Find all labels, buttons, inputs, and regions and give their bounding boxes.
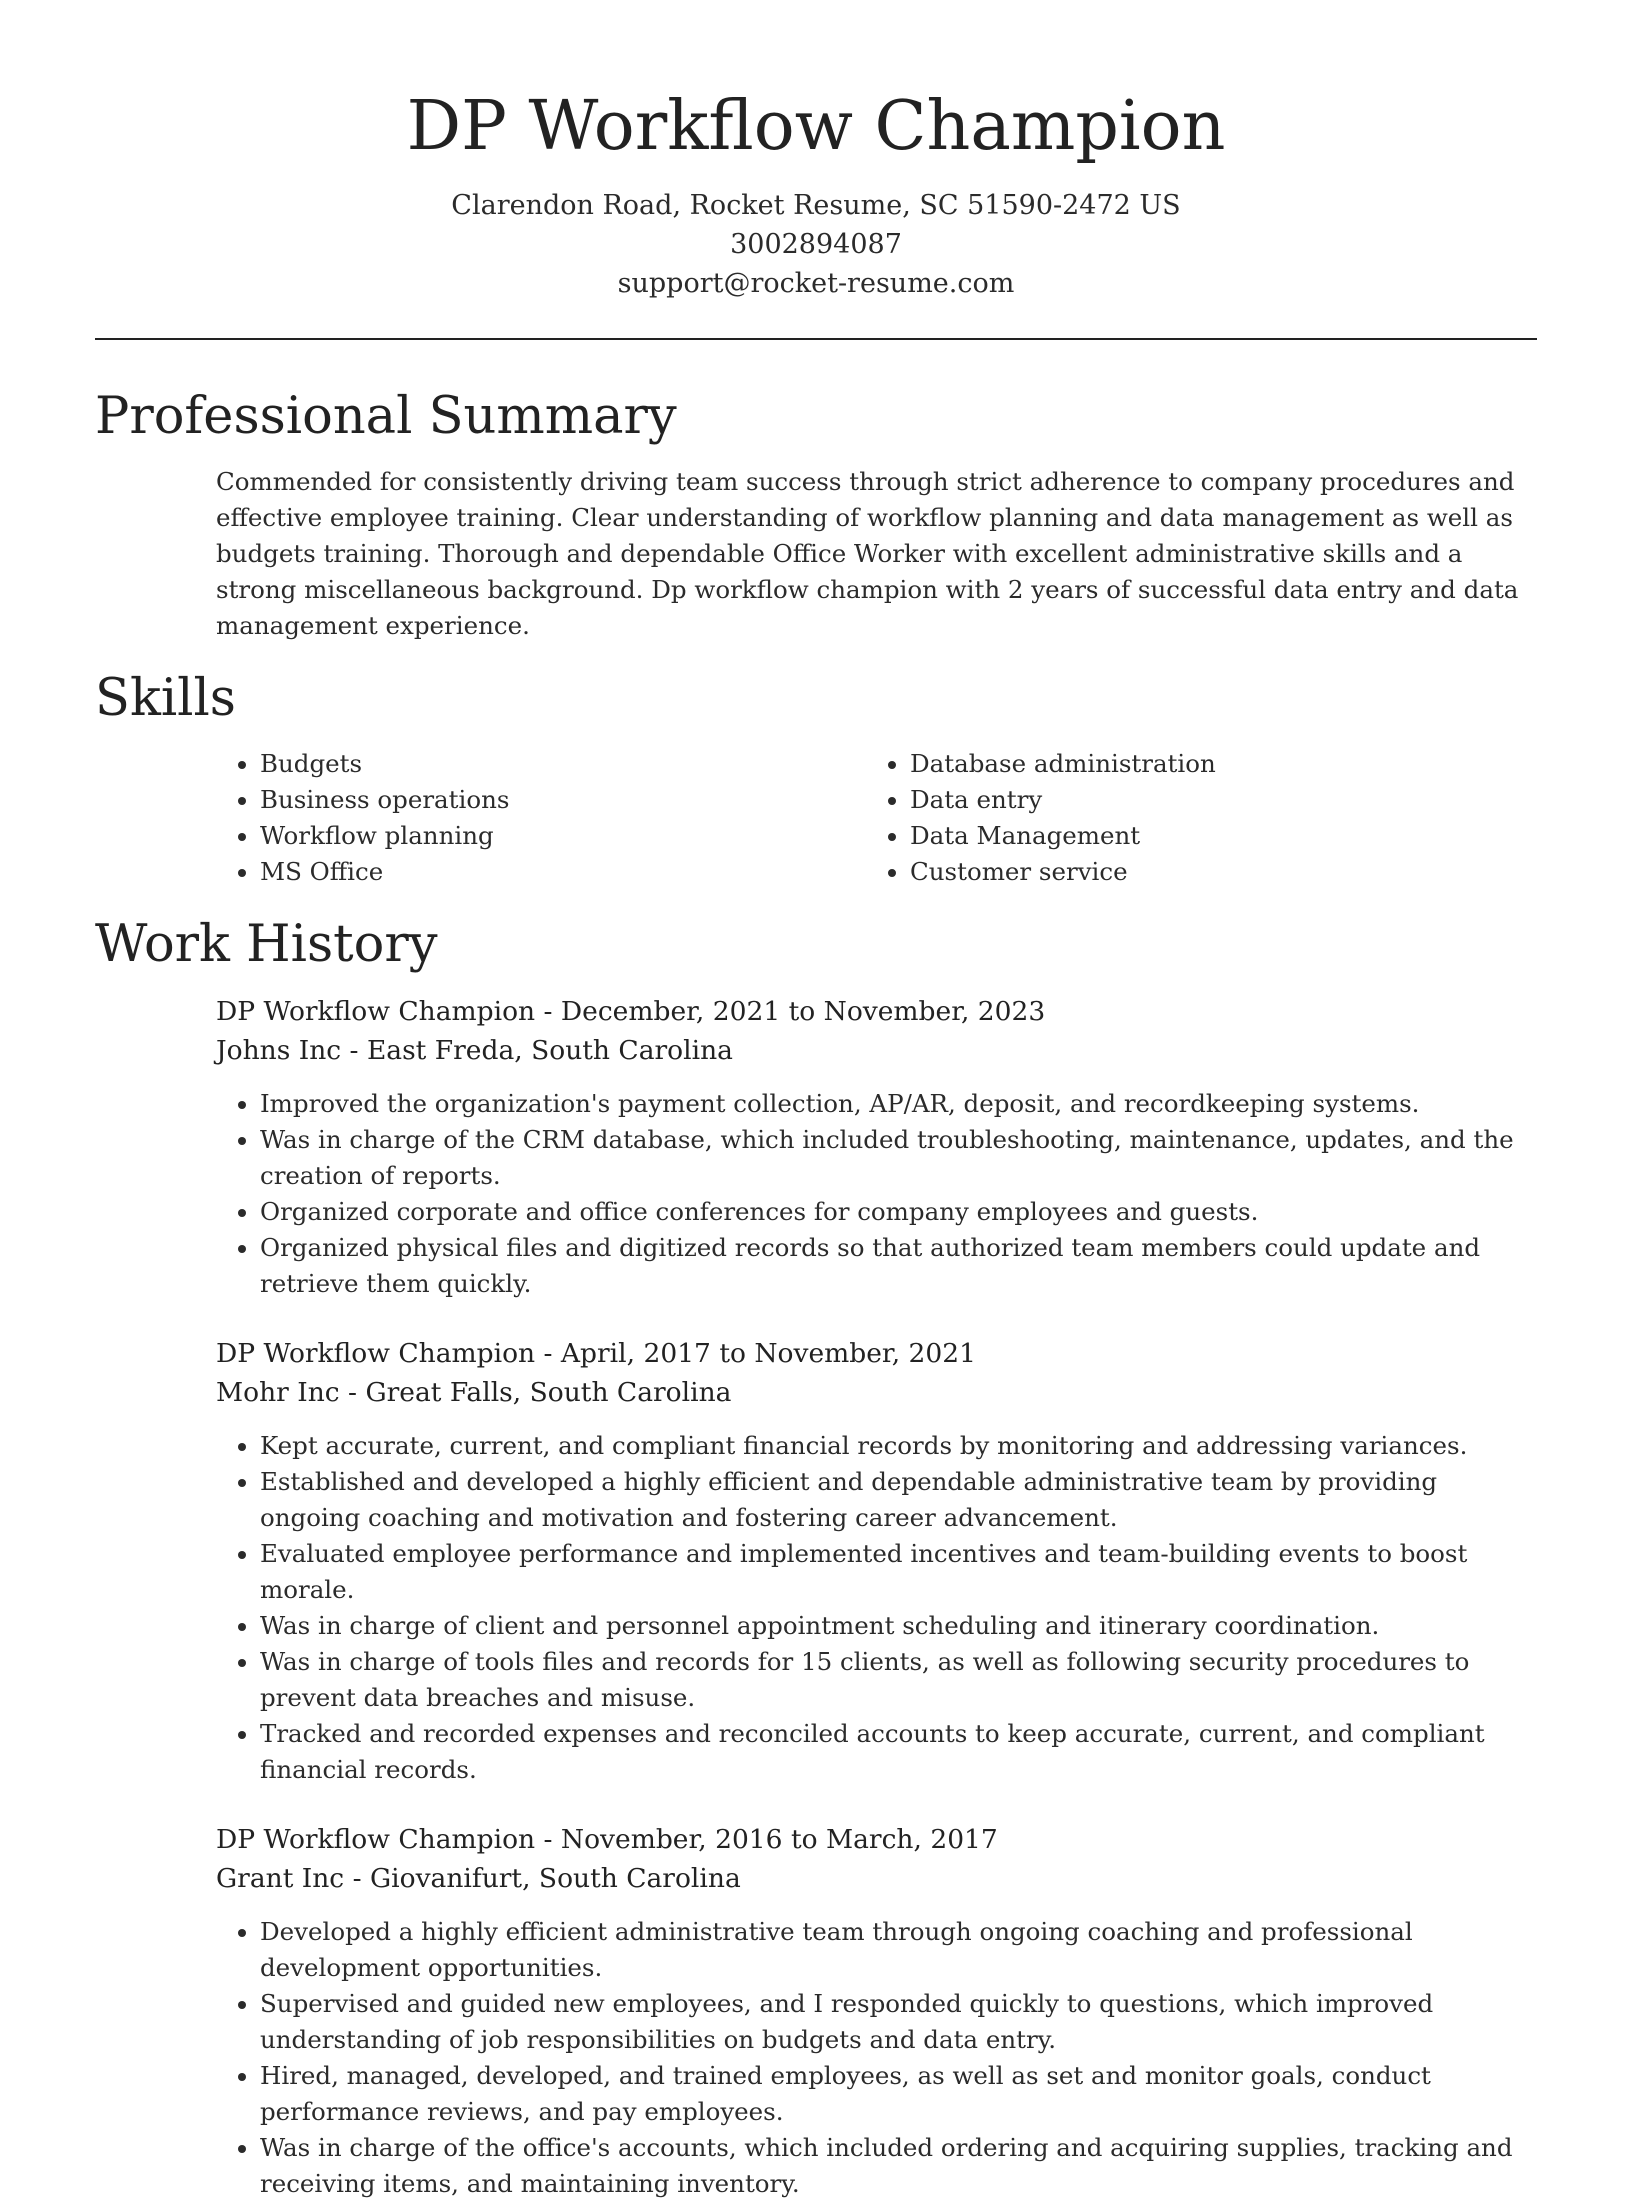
job-bullet: • Developed a highly efficient administrative team through ongoing coaching and professional development opportunities.: [260, 1914, 1537, 1986]
job-company-line: Mohr Inc - Great Falls, South Carolina: [216, 1377, 732, 1408]
skill-item: • Workflow planning: [260, 818, 866, 854]
job-bullet: • Organized corporate and office conferences for company employees and guests.: [260, 1194, 1537, 1230]
job-bullet: • Improved the organization's payment collection, AP/AR, deposit, and recordkeeping systems.: [260, 1086, 1537, 1122]
work-history-section: [95, 912, 1537, 2202]
job-title-line: DP Workflow Champion - December, 2021 to November, 2023: [216, 996, 1046, 1027]
job-bullet: • Was in charge of tools files and records for 15 clients, as well as following security procedures to prevent data breaches and misuse.: [260, 1644, 1537, 1716]
job-bullet: • Organized physical files and digitized records so that authorized team members could update and retrieve them quickly.: [260, 1230, 1537, 1302]
job-bullets: [216, 1086, 1537, 1302]
contact-email: support@rocket-resume.com: [617, 268, 1015, 299]
job-entry: [216, 1820, 1537, 2202]
job-role: DP Workflow Champion: [216, 1338, 536, 1369]
job-bullet: • Was in charge of the office's accounts, which included ordering and acquiring supplies, tracking and receiving items, and maintaining inventory.: [260, 2130, 1537, 2202]
job-company: Johns Inc: [216, 1035, 342, 1066]
job-company-line: Johns Inc - East Freda, South Carolina: [216, 1035, 733, 1066]
job-entry: [216, 992, 1537, 1302]
job-location: Giovanifurt, South Carolina: [369, 1863, 741, 1894]
job-bullet: • Established and developed a highly efficient and dependable administrative team by providing ongoing coaching and motivation and fostering career advancement.: [260, 1464, 1537, 1536]
skill-item: • Customer service: [910, 854, 1510, 890]
job-bullet: • Was in charge of the CRM database, which included troubleshooting, maintenance, updates, and the creation of reports.: [260, 1122, 1537, 1194]
skills-section: [95, 666, 1537, 890]
contact-address: Clarendon Road, Rocket Resume, SC 51590-2472 US: [451, 190, 1181, 221]
header-divider: [95, 338, 1537, 340]
job-dates: December, 2021 to November, 2023: [560, 996, 1046, 1027]
job-bullet: • Kept accurate, current, and compliant financial records by monitoring and addressing variances.: [260, 1428, 1537, 1464]
summary-text: Commended for consistently driving team success through strict adherence to company procedures and effective employee training. Clear understanding of workflow planning and data management as well as budgets training. Thorough and dependable Office Worker with excellent administrative skills and a strong miscellaneous background. Dp workflow champion with 2 years of successful data entry and data management experience.: [216, 467, 1519, 640]
skill-item: • Budgets: [260, 746, 866, 782]
job-bullet: • Supervised and guided new employees, and I responded quickly to questions, which improved understanding of job responsibilities on budgets and data entry.: [260, 1986, 1537, 2058]
job-bullets: [216, 1914, 1537, 2202]
job-location: East Freda, South Carolina: [366, 1035, 733, 1066]
job-title-line: DP Workflow Champion - November, 2016 to March, 2017: [216, 1824, 998, 1855]
job-dates: November, 2016 to March, 2017: [560, 1824, 998, 1855]
job-bullet: • Was in charge of client and personnel appointment scheduling and itinerary coordination.: [260, 1608, 1537, 1644]
section-title-work: Work History: [95, 915, 438, 974]
job-title-line: DP Workflow Champion - April, 2017 to November, 2021: [216, 1338, 976, 1369]
skills-list-right: [866, 746, 1510, 890]
section-title-skills: Skills: [95, 669, 236, 728]
skill-item: • Data entry: [910, 782, 1510, 818]
job-bullet: • Tracked and recorded expenses and reconciled accounts to keep accurate, current, and compliant financial records.: [260, 1716, 1537, 1788]
job-company-line: Grant Inc - Giovanifurt, South Carolina: [216, 1863, 741, 1894]
skills-list-left: [216, 746, 866, 890]
skill-item: • Data Management: [910, 818, 1510, 854]
job-bullet: • Hired, managed, developed, and trained employees, as well as set and monitor goals, conduct performance reviews, and pay employees.: [260, 2058, 1537, 2130]
skills-grid: [216, 746, 1537, 890]
resume-header: [95, 0, 1537, 303]
job-role: DP Workflow Champion: [216, 996, 536, 1027]
job-entry: [216, 1334, 1537, 1788]
contact-phone: 3002894087: [730, 229, 902, 260]
job-company: Grant Inc: [216, 1863, 345, 1894]
skill-item: • Business operations: [260, 782, 866, 818]
job-company: Mohr Inc: [216, 1377, 340, 1408]
professional-summary-section: [95, 384, 1537, 644]
section-title-summary: Professional Summary: [95, 387, 677, 446]
skill-item: • Database administration: [910, 746, 1510, 782]
job-role: DP Workflow Champion: [216, 1824, 536, 1855]
job-location: Great Falls, South Carolina: [365, 1377, 732, 1408]
skill-item: • MS Office: [260, 854, 866, 890]
job-dates: April, 2017 to November, 2021: [560, 1338, 976, 1369]
resume-page: [95, 0, 1537, 2202]
job-bullet: • Evaluated employee performance and implemented incentives and team-building events to boost morale.: [260, 1536, 1537, 1608]
candidate-name: DP Workflow Champion: [406, 87, 1226, 166]
job-bullets: [216, 1428, 1537, 1788]
